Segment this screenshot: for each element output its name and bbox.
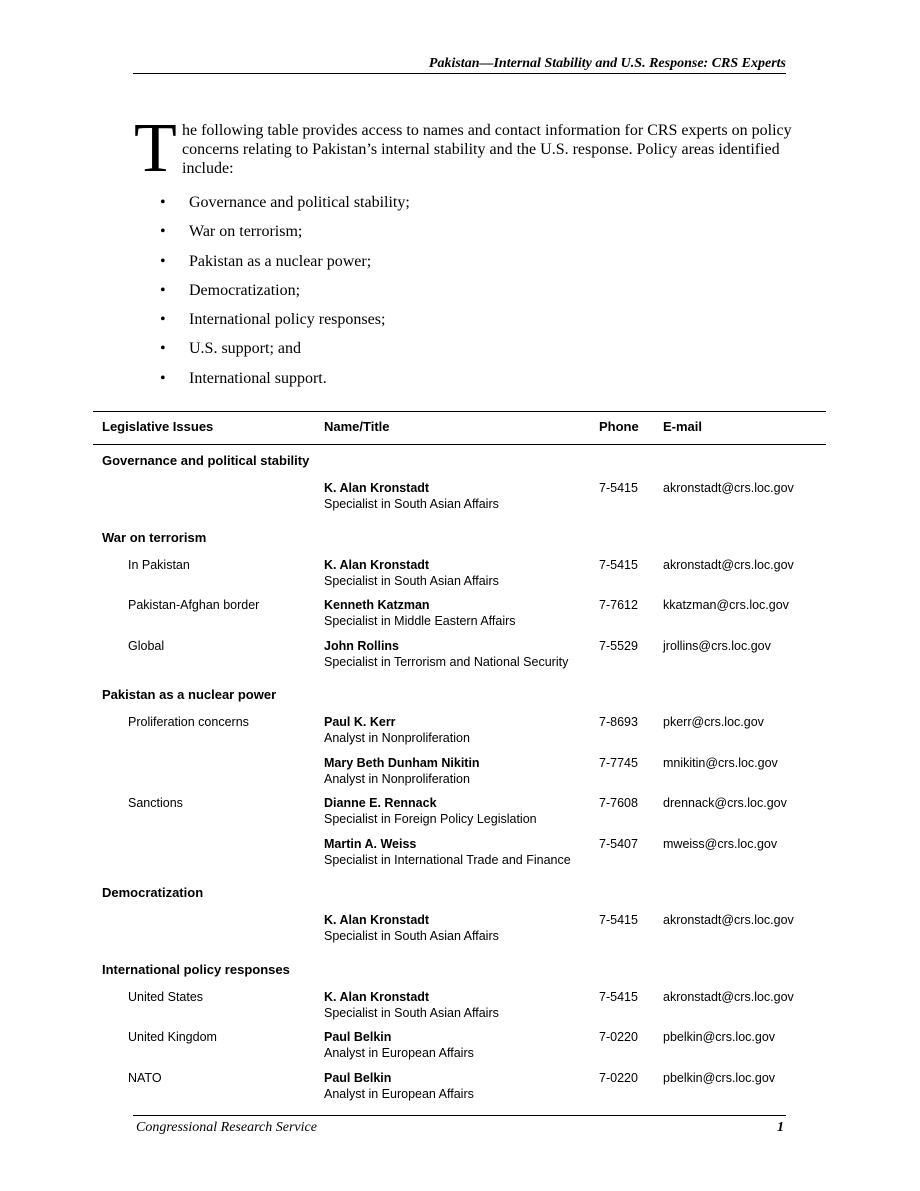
expert-email[interactable]: mnikitin@crs.loc.gov: [663, 755, 778, 770]
expert-phone: 7-7612: [599, 598, 638, 612]
expert-name: Mary Beth Dunham Nikitin: [324, 755, 480, 770]
drop-cap: T: [134, 110, 177, 187]
expert-phone: 7-5415: [599, 481, 638, 495]
table-section-heading: [93, 954, 826, 982]
expert-phone: 7-7745: [599, 755, 638, 770]
experts-table: [93, 411, 826, 1111]
policy-area-text: U.S. support; and: [189, 340, 301, 358]
bullet-icon: •: [160, 340, 166, 358]
table-row: [93, 598, 826, 639]
expert-name: Martin A. Weiss: [324, 836, 417, 851]
expert-name: Paul Belkin: [324, 1030, 392, 1044]
expert-name: Dianne E. Rennack: [324, 796, 437, 810]
table-row: [93, 558, 826, 599]
expert-email[interactable]: pbelkin@crs.loc.gov: [663, 1030, 776, 1044]
header-rule: [133, 73, 786, 74]
row-issue: Proliferation concerns: [128, 715, 249, 729]
expert-email[interactable]: akronstadt@crs.loc.gov: [663, 913, 794, 927]
bullet-icon: •: [160, 311, 166, 329]
expert-name: K. Alan Kronstadt: [324, 481, 430, 495]
expert-title: Analyst in Nonproliferation: [324, 771, 470, 786]
row-issue: In Pakistan: [128, 557, 190, 572]
expert-title: Specialist in South Asian Affairs: [324, 929, 499, 943]
expert-email[interactable]: akronstadt@crs.loc.gov: [663, 557, 794, 572]
row-issue: Sanctions: [128, 796, 183, 810]
expert-name: Kenneth Katzman: [324, 598, 430, 612]
expert-phone: 7-5415: [599, 557, 638, 572]
row-issue: United States: [128, 989, 204, 1004]
section-title: War on terrorism: [102, 529, 207, 545]
section-title: Pakistan as a nuclear power: [102, 687, 277, 702]
expert-title: Analyst in European Affairs: [324, 1046, 474, 1060]
expert-phone: 7-7608: [599, 796, 638, 810]
expert-email[interactable]: jrollins@crs.loc.gov: [663, 638, 771, 653]
section-title: International policy responses: [102, 961, 290, 977]
expert-email[interactable]: pkerr@crs.loc.gov: [663, 715, 764, 729]
row-issue: United Kingdom: [128, 1030, 217, 1044]
table-section-heading: [93, 679, 826, 707]
expert-phone: 7-0220: [599, 1030, 638, 1044]
table-row: [93, 639, 826, 680]
policy-area-text: International policy responses;: [189, 311, 386, 329]
page-number: 1: [777, 1120, 784, 1135]
expert-name: K. Alan Kronstadt: [324, 557, 430, 572]
expert-title: Specialist in Terrorism and National Security: [324, 654, 569, 669]
table-header: [93, 411, 826, 445]
policy-area-text: War on terrorism;: [189, 223, 303, 241]
expert-email[interactable]: akronstadt@crs.loc.gov: [663, 989, 794, 1004]
table-row: [93, 913, 826, 954]
bullet-icon: •: [160, 223, 166, 241]
column-header-phone: Phone: [599, 419, 639, 434]
expert-email[interactable]: drennack@crs.loc.gov: [663, 796, 787, 810]
expert-phone: 7-5407: [599, 836, 638, 851]
table-section-heading: [93, 877, 826, 905]
expert-phone: 7-8693: [599, 715, 638, 729]
policy-area-text: Governance and political stability;: [189, 194, 410, 211]
expert-phone: 7-5529: [599, 638, 638, 653]
table-section-heading: [93, 522, 826, 550]
expert-title: Specialist in Middle Eastern Affairs: [324, 614, 516, 628]
footer-rule: [133, 1115, 786, 1116]
expert-phone: 7-0220: [599, 1070, 638, 1085]
expert-email[interactable]: pbelkin@crs.loc.gov: [663, 1070, 776, 1085]
expert-phone: 7-5415: [599, 989, 638, 1004]
footer-publisher: Congressional Research Service: [136, 1120, 317, 1135]
row-issue: Pakistan-Afghan border: [128, 598, 260, 612]
expert-title: Analyst in Nonproliferation: [324, 731, 470, 745]
expert-name: Paul Belkin: [324, 1070, 392, 1085]
table-body: [93, 445, 826, 1111]
column-header-email: E-mail: [663, 419, 703, 434]
table-row: [93, 715, 826, 756]
expert-title: Specialist in International Trade and Finance: [324, 852, 571, 867]
expert-name: K. Alan Kronstadt: [324, 913, 430, 927]
table-row: [93, 796, 826, 837]
expert-title: Specialist in South Asian Affairs: [324, 1005, 499, 1020]
policy-area-text: International support.: [189, 369, 327, 387]
expert-title: Specialist in Foreign Policy Legislation: [324, 812, 537, 826]
bullet-icon: •: [160, 252, 166, 270]
expert-email[interactable]: mweiss@crs.loc.gov: [663, 836, 778, 851]
policy-area-text: Democratization;: [189, 281, 301, 299]
table-row: [93, 990, 826, 1031]
bullet-icon: •: [160, 281, 166, 299]
expert-name: John Rollins: [324, 638, 399, 653]
expert-name: Paul K. Kerr: [324, 715, 396, 729]
table-row: [93, 481, 826, 522]
table-section-heading: [93, 445, 826, 473]
expert-title: Specialist in South Asian Affairs: [324, 573, 499, 588]
table-row: [93, 756, 826, 797]
expert-email[interactable]: kkatzman@crs.loc.gov: [663, 598, 789, 612]
policy-area-text: Pakistan as a nuclear power;: [189, 252, 372, 270]
table-row: [93, 1030, 826, 1071]
expert-title: Specialist in South Asian Affairs: [324, 497, 499, 511]
bullet-icon: •: [160, 369, 166, 387]
expert-name: K. Alan Kronstadt: [324, 989, 430, 1004]
table-row: [93, 837, 826, 878]
expert-title: Analyst in European Affairs: [324, 1086, 474, 1101]
intro-paragraph: he following table provides access to names and contact information for CRS experts on policy concerns relating to Pakistan’s internal stability and the U.S. response. Policy areas identified include:: [182, 122, 792, 177]
row-issue: NATO: [128, 1070, 162, 1085]
running-header: Pakistan—Internal Stability and U.S. Response: CRS Experts: [428, 56, 786, 71]
row-issue: Global: [128, 638, 165, 653]
expert-phone: 7-5415: [599, 913, 638, 927]
bullet-icon: •: [160, 194, 166, 211]
column-header-legislative-issues: Legislative Issues: [102, 419, 214, 434]
expert-email[interactable]: akronstadt@crs.loc.gov: [663, 481, 794, 495]
section-title: Governance and political stability: [102, 453, 310, 468]
section-title: Democratization: [102, 885, 204, 900]
column-header-name-title: Name/Title: [324, 419, 390, 434]
table-row: [93, 1071, 826, 1112]
